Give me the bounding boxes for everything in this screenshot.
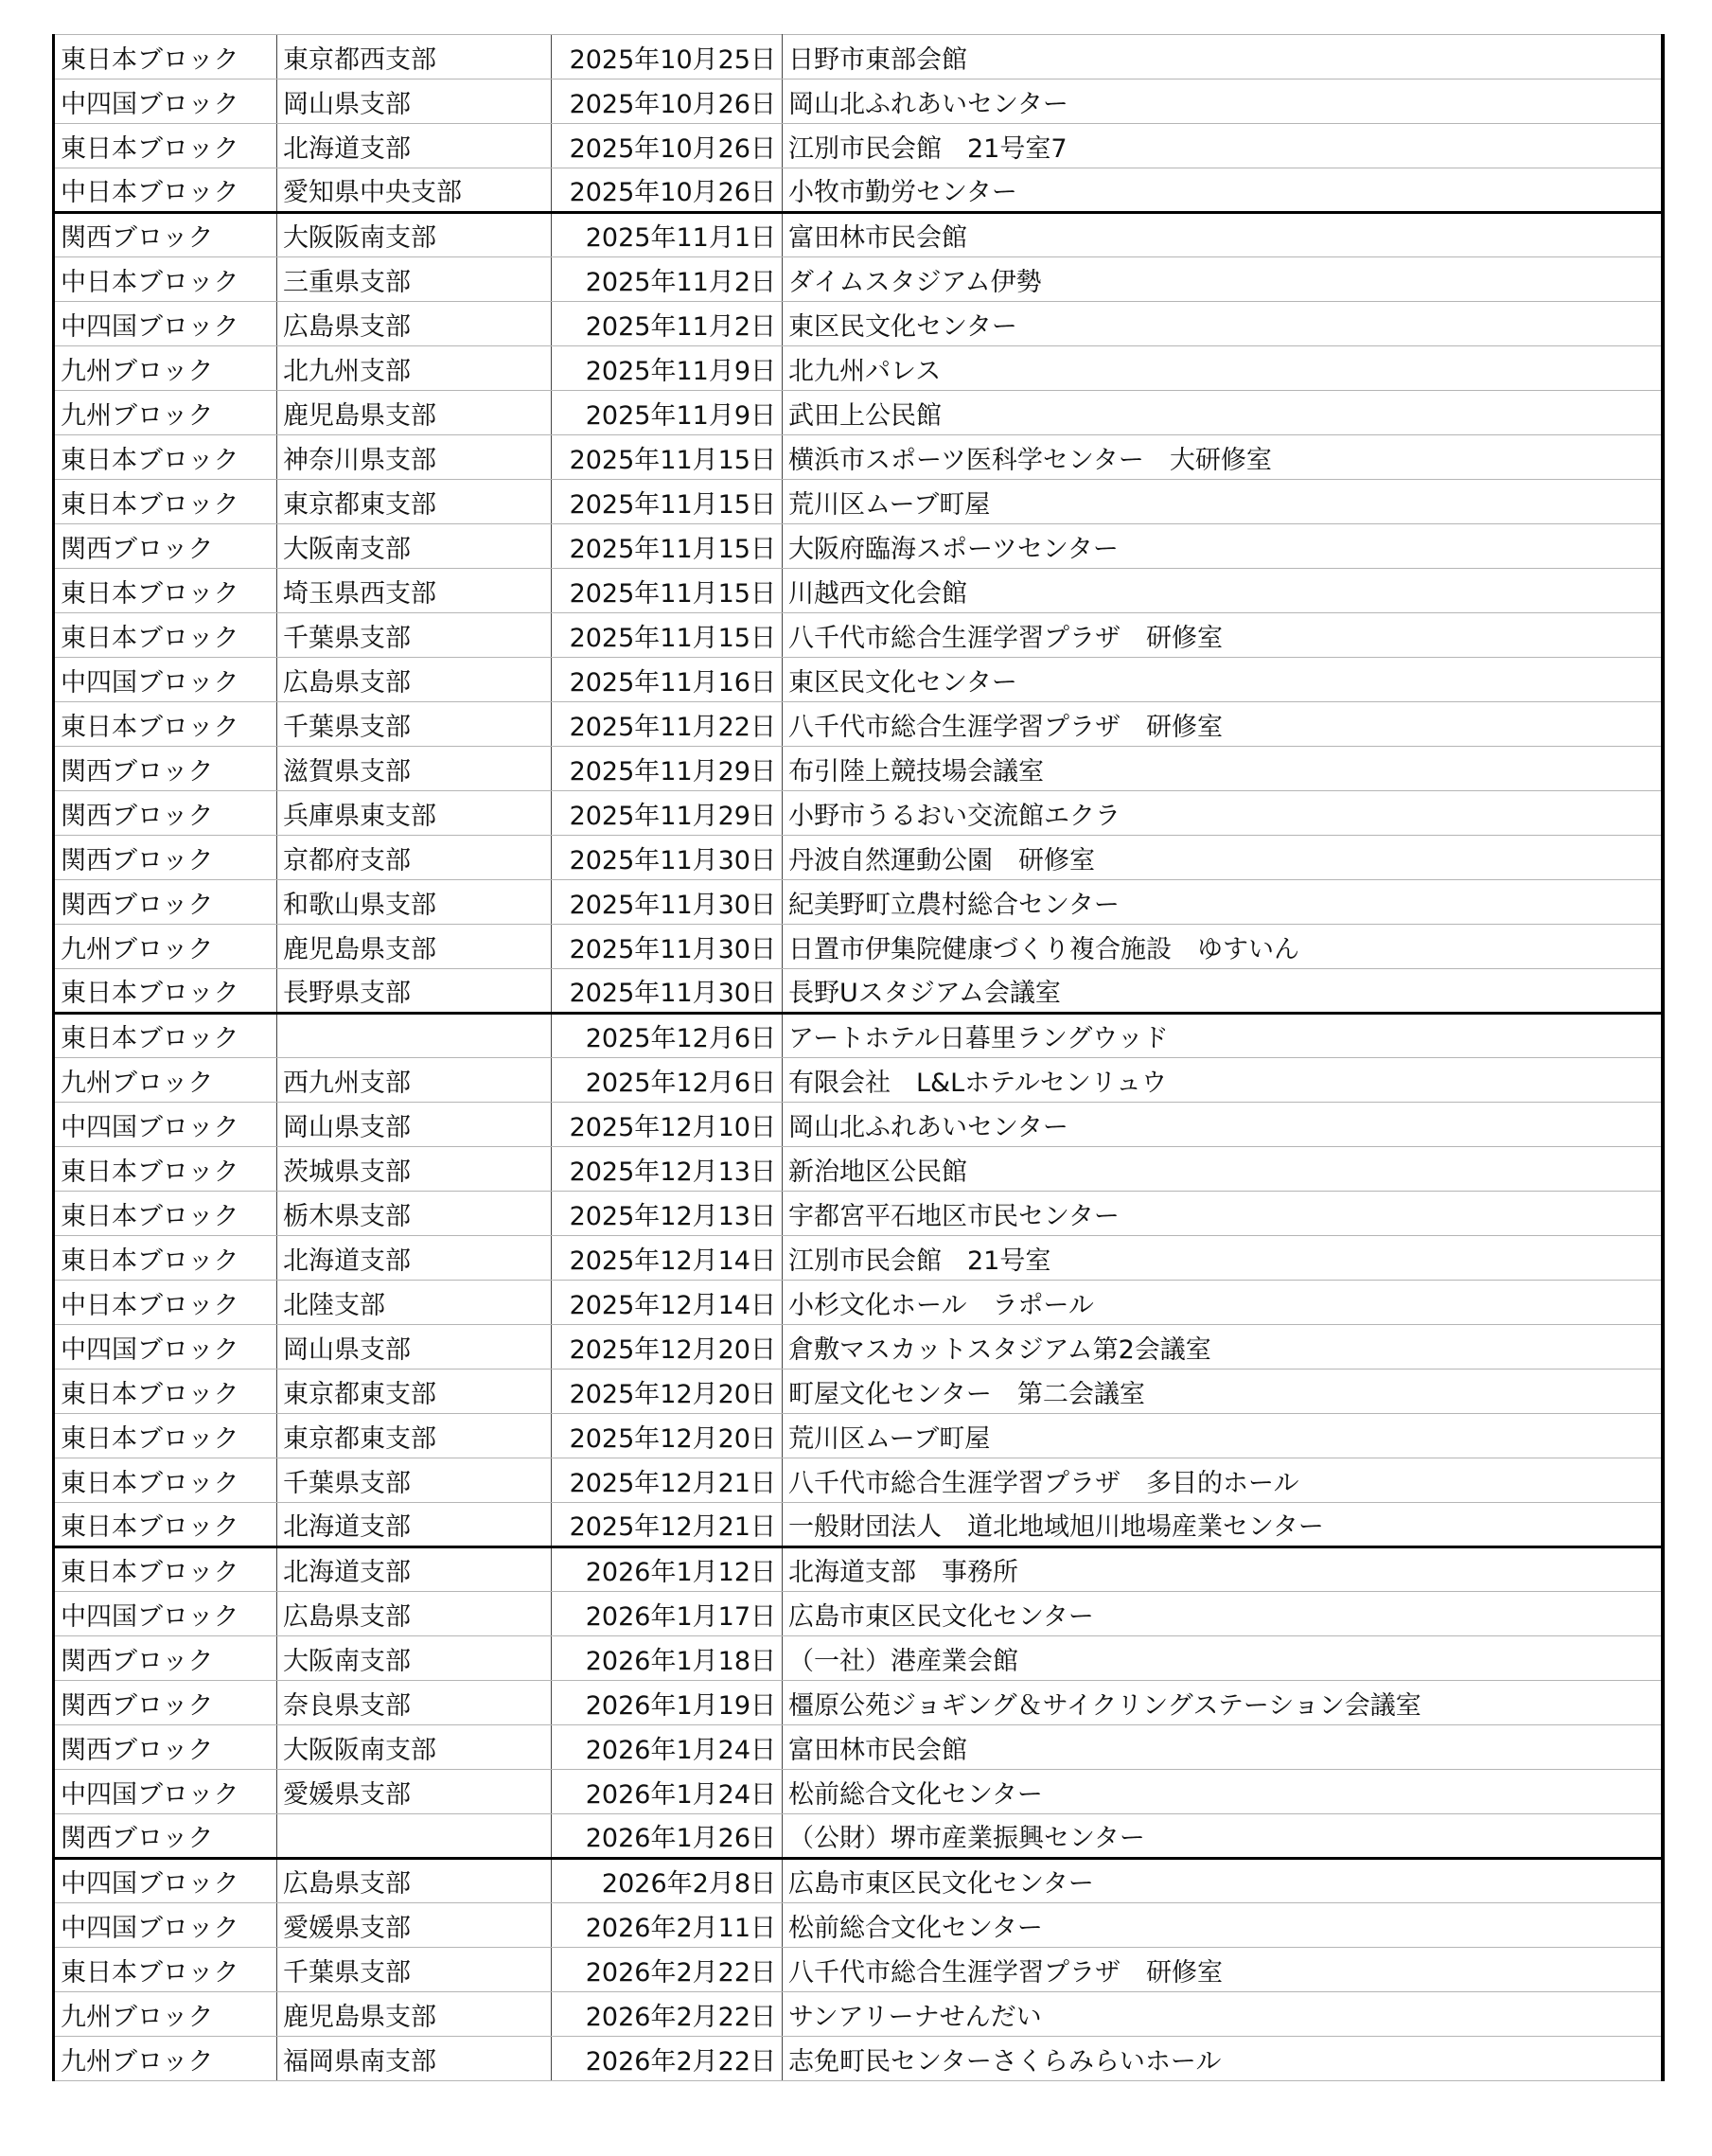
date-cell: 2025年12月13日	[552, 1147, 783, 1192]
date-cell: 2025年11月16日	[552, 658, 783, 702]
block-cell: 中日本ブロック	[54, 257, 277, 302]
table-row	[54, 1948, 1663, 1992]
block-cell: 中日本ブロック	[54, 168, 277, 213]
block-cell: 関西ブロック	[54, 747, 277, 791]
branch-cell: 栃木県支部	[277, 1192, 552, 1236]
branch-cell: 大阪阪南支部	[277, 1725, 552, 1770]
table-row	[54, 569, 1663, 613]
branch-cell: 岡山県支部	[277, 80, 552, 124]
branch-cell: 三重県支部	[277, 257, 552, 302]
venue-cell: 新治地区公民館	[783, 1147, 1663, 1192]
venue-cell: 八千代市総合生涯学習プラザ 研修室	[783, 702, 1663, 747]
branch-cell: 奈良県支部	[277, 1681, 552, 1725]
table-row	[54, 2037, 1663, 2081]
table-row	[54, 1236, 1663, 1281]
table-row	[54, 1325, 1663, 1370]
table-row	[54, 1103, 1663, 1147]
block-cell: 中四国ブロック	[54, 80, 277, 124]
date-cell: 2025年10月26日	[552, 168, 783, 213]
venue-cell: 北九州パレス	[783, 346, 1663, 391]
date-cell: 2025年11月15日	[552, 435, 783, 480]
venue-cell: 富田林市民会館	[783, 1725, 1663, 1770]
venue-cell: 広島市東区民文化センター	[783, 1592, 1663, 1636]
venue-cell: 東区民文化センター	[783, 658, 1663, 702]
venue-cell: 長野Uスタジアム会議室	[783, 969, 1663, 1014]
venue-cell: 武田上公民館	[783, 391, 1663, 435]
block-cell: 中四国ブロック	[54, 1903, 277, 1948]
branch-cell: 大阪南支部	[277, 524, 552, 569]
branch-cell: 京都府支部	[277, 836, 552, 880]
venue-cell: 小杉文化ホール ラポール	[783, 1281, 1663, 1325]
date-cell: 2025年12月21日	[552, 1458, 783, 1503]
branch-cell: 福岡県南支部	[277, 2037, 552, 2081]
date-cell: 2025年12月10日	[552, 1103, 783, 1147]
block-cell: 関西ブロック	[54, 1725, 277, 1770]
venue-cell: （公財）堺市産業振興センター	[783, 1814, 1663, 1859]
date-cell: 2025年11月29日	[552, 791, 783, 836]
branch-cell: 茨城県支部	[277, 1147, 552, 1192]
venue-cell: 荒川区ムーブ町屋	[783, 480, 1663, 524]
venue-cell: 八千代市総合生涯学習プラザ 研修室	[783, 1948, 1663, 1992]
table-row	[54, 702, 1663, 747]
table-row	[54, 1681, 1663, 1725]
branch-cell: 広島県支部	[277, 1859, 552, 1903]
venue-cell: 布引陸上競技場会議室	[783, 747, 1663, 791]
date-cell: 2025年11月9日	[552, 346, 783, 391]
date-cell: 2025年11月15日	[552, 480, 783, 524]
branch-cell: 東京都東支部	[277, 1370, 552, 1414]
date-cell: 2025年11月30日	[552, 836, 783, 880]
branch-cell: 大阪南支部	[277, 1636, 552, 1681]
date-cell: 2025年12月20日	[552, 1370, 783, 1414]
branch-cell: 長野県支部	[277, 969, 552, 1014]
date-cell: 2025年11月2日	[552, 257, 783, 302]
table-row	[54, 1592, 1663, 1636]
date-cell: 2026年2月22日	[552, 2037, 783, 2081]
date-cell: 2025年11月15日	[552, 569, 783, 613]
block-cell: 中日本ブロック	[54, 1281, 277, 1325]
table-row	[54, 791, 1663, 836]
block-cell: 関西ブロック	[54, 524, 277, 569]
date-cell: 2025年11月29日	[552, 747, 783, 791]
branch-cell: 愛媛県支部	[277, 1770, 552, 1814]
branch-cell: 北陸支部	[277, 1281, 552, 1325]
date-cell: 2025年12月6日	[552, 1014, 783, 1058]
date-cell: 2026年1月24日	[552, 1770, 783, 1814]
branch-cell	[277, 1014, 552, 1058]
venue-cell: 大阪府臨海スポーツセンター	[783, 524, 1663, 569]
date-cell: 2026年1月18日	[552, 1636, 783, 1681]
branch-cell: 北海道支部	[277, 1547, 552, 1592]
date-cell: 2025年11月30日	[552, 925, 783, 969]
date-cell: 2026年1月17日	[552, 1592, 783, 1636]
table-row	[54, 524, 1663, 569]
block-cell: 九州ブロック	[54, 391, 277, 435]
branch-cell: 鹿児島県支部	[277, 1992, 552, 2037]
block-cell: 東日本ブロック	[54, 124, 277, 168]
block-cell: 東日本ブロック	[54, 1503, 277, 1547]
block-cell: 九州ブロック	[54, 1992, 277, 2037]
block-cell: 九州ブロック	[54, 2037, 277, 2081]
block-cell: 東日本ブロック	[54, 613, 277, 658]
date-cell: 2025年12月20日	[552, 1414, 783, 1458]
date-cell: 2025年11月9日	[552, 391, 783, 435]
venue-cell: 荒川区ムーブ町屋	[783, 1414, 1663, 1458]
table-row	[54, 1903, 1663, 1948]
branch-cell: 神奈川県支部	[277, 435, 552, 480]
table-row	[54, 1370, 1663, 1414]
block-cell: 東日本ブロック	[54, 702, 277, 747]
date-cell: 2025年10月26日	[552, 80, 783, 124]
block-cell: 東日本ブロック	[54, 1014, 277, 1058]
block-cell: 中四国ブロック	[54, 302, 277, 346]
table-row	[54, 168, 1663, 213]
date-cell: 2025年11月30日	[552, 880, 783, 925]
branch-cell: 埼玉県西支部	[277, 569, 552, 613]
venue-cell: （一社）港産業会館	[783, 1636, 1663, 1681]
branch-cell: 千葉県支部	[277, 1458, 552, 1503]
table-row	[54, 1992, 1663, 2037]
date-cell: 2025年10月25日	[552, 35, 783, 80]
date-cell: 2026年1月24日	[552, 1725, 783, 1770]
table-row	[54, 613, 1663, 658]
table-row	[54, 80, 1663, 124]
branch-cell: 大阪阪南支部	[277, 213, 552, 257]
table-row	[54, 1147, 1663, 1192]
block-cell: 中四国ブロック	[54, 1770, 277, 1814]
venue-cell: 宇都宮平石地区市民センター	[783, 1192, 1663, 1236]
branch-cell: 東京都西支部	[277, 35, 552, 80]
table-row	[54, 480, 1663, 524]
venue-cell: 八千代市総合生涯学習プラザ 多目的ホール	[783, 1458, 1663, 1503]
venue-cell: 横浜市スポーツ医科学センター 大研修室	[783, 435, 1663, 480]
venue-cell: 松前総合文化センター	[783, 1770, 1663, 1814]
branch-cell	[277, 1814, 552, 1859]
table-row	[54, 391, 1663, 435]
table-row	[54, 836, 1663, 880]
branch-cell: 北海道支部	[277, 124, 552, 168]
branch-cell: 東京都東支部	[277, 1414, 552, 1458]
schedule-table	[52, 34, 1665, 2081]
venue-cell: 八千代市総合生涯学習プラザ 研修室	[783, 613, 1663, 658]
date-cell: 2026年2月8日	[552, 1859, 783, 1903]
branch-cell: 北九州支部	[277, 346, 552, 391]
date-cell: 2026年1月12日	[552, 1547, 783, 1592]
venue-cell: 江別市民会館 21号室	[783, 1236, 1663, 1281]
venue-cell: 一般財団法人 道北地域旭川地場産業センター	[783, 1503, 1663, 1547]
venue-cell: 志免町民センターさくらみらいホール	[783, 2037, 1663, 2081]
block-cell: 中四国ブロック	[54, 658, 277, 702]
branch-cell: 東京都東支部	[277, 480, 552, 524]
table-row	[54, 213, 1663, 257]
block-cell: 東日本ブロック	[54, 35, 277, 80]
branch-cell: 和歌山県支部	[277, 880, 552, 925]
venue-cell: 東区民文化センター	[783, 302, 1663, 346]
table-row	[54, 1725, 1663, 1770]
venue-cell: 日野市東部会館	[783, 35, 1663, 80]
venue-cell: 川越西文化会館	[783, 569, 1663, 613]
block-cell: 関西ブロック	[54, 1636, 277, 1681]
venue-cell: 日置市伊集院健康づくり複合施設 ゆすいん	[783, 925, 1663, 969]
date-cell: 2025年12月20日	[552, 1325, 783, 1370]
block-cell: 関西ブロック	[54, 1814, 277, 1859]
table-row	[54, 1859, 1663, 1903]
block-cell: 東日本ブロック	[54, 1147, 277, 1192]
block-cell: 中四国ブロック	[54, 1325, 277, 1370]
table-row	[54, 35, 1663, 80]
branch-cell: 愛知県中央支部	[277, 168, 552, 213]
block-cell: 中四国ブロック	[54, 1592, 277, 1636]
table-row	[54, 880, 1663, 925]
date-cell: 2025年11月2日	[552, 302, 783, 346]
table-row	[54, 1458, 1663, 1503]
block-cell: 東日本ブロック	[54, 1192, 277, 1236]
table-row	[54, 969, 1663, 1014]
table-row	[54, 1281, 1663, 1325]
date-cell: 2026年2月11日	[552, 1903, 783, 1948]
venue-cell: 小牧市勤労センター	[783, 168, 1663, 213]
block-cell: 関西ブロック	[54, 213, 277, 257]
venue-cell: 橿原公苑ジョギング＆サイクリングステーション会議室	[783, 1681, 1663, 1725]
block-cell: 東日本ブロック	[54, 1414, 277, 1458]
venue-cell: 富田林市民会館	[783, 213, 1663, 257]
date-cell: 2025年12月14日	[552, 1236, 783, 1281]
date-cell: 2025年11月22日	[552, 702, 783, 747]
table-row	[54, 925, 1663, 969]
branch-cell: 岡山県支部	[277, 1325, 552, 1370]
branch-cell: 広島県支部	[277, 658, 552, 702]
branch-cell: 滋賀県支部	[277, 747, 552, 791]
block-cell: 関西ブロック	[54, 836, 277, 880]
date-cell: 2025年11月15日	[552, 613, 783, 658]
block-cell: 関西ブロック	[54, 1681, 277, 1725]
date-cell: 2026年2月22日	[552, 1948, 783, 1992]
table-row	[54, 658, 1663, 702]
table-row	[54, 1636, 1663, 1681]
date-cell: 2026年1月26日	[552, 1814, 783, 1859]
branch-cell: 兵庫県東支部	[277, 791, 552, 836]
branch-cell: 千葉県支部	[277, 702, 552, 747]
block-cell: 東日本ブロック	[54, 435, 277, 480]
branch-cell: 鹿児島県支部	[277, 925, 552, 969]
block-cell: 関西ブロック	[54, 791, 277, 836]
venue-cell: 北海道支部 事務所	[783, 1547, 1663, 1592]
block-cell: 東日本ブロック	[54, 969, 277, 1014]
table-row	[54, 435, 1663, 480]
date-cell: 2026年1月19日	[552, 1681, 783, 1725]
table-row	[54, 1814, 1663, 1859]
table-row	[54, 124, 1663, 168]
branch-cell: 広島県支部	[277, 302, 552, 346]
date-cell: 2025年12月14日	[552, 1281, 783, 1325]
venue-cell: 紀美野町立農村総合センター	[783, 880, 1663, 925]
block-cell: 九州ブロック	[54, 1058, 277, 1103]
table-row	[54, 1770, 1663, 1814]
block-cell: 中四国ブロック	[54, 1859, 277, 1903]
block-cell: 関西ブロック	[54, 880, 277, 925]
block-cell: 九州ブロック	[54, 346, 277, 391]
branch-cell: 愛媛県支部	[277, 1903, 552, 1948]
date-cell: 2025年12月13日	[552, 1192, 783, 1236]
date-cell: 2025年11月15日	[552, 524, 783, 569]
branch-cell: 西九州支部	[277, 1058, 552, 1103]
venue-cell: 江別市民会館 21号室7	[783, 124, 1663, 168]
date-cell: 2026年2月22日	[552, 1992, 783, 2037]
table-row	[54, 346, 1663, 391]
venue-cell: 小野市うるおい交流館エクラ	[783, 791, 1663, 836]
date-cell: 2025年12月6日	[552, 1058, 783, 1103]
venue-cell: サンアリーナせんだい	[783, 1992, 1663, 2037]
venue-cell: ダイムスタジアム伊勢	[783, 257, 1663, 302]
block-cell: 東日本ブロック	[54, 569, 277, 613]
table-row	[54, 1503, 1663, 1547]
venue-cell: 丹波自然運動公園 研修室	[783, 836, 1663, 880]
block-cell: 東日本ブロック	[54, 480, 277, 524]
date-cell: 2025年11月30日	[552, 969, 783, 1014]
date-cell: 2025年11月1日	[552, 213, 783, 257]
table-row	[54, 1058, 1663, 1103]
block-cell: 九州ブロック	[54, 925, 277, 969]
table-row	[54, 747, 1663, 791]
venue-cell: 町屋文化センター 第二会議室	[783, 1370, 1663, 1414]
block-cell: 東日本ブロック	[54, 1236, 277, 1281]
date-cell: 2025年12月21日	[552, 1503, 783, 1547]
table-row	[54, 1014, 1663, 1058]
table-row	[54, 1414, 1663, 1458]
table-row	[54, 1547, 1663, 1592]
block-cell: 東日本ブロック	[54, 1547, 277, 1592]
date-cell: 2025年10月26日	[552, 124, 783, 168]
branch-cell: 北海道支部	[277, 1503, 552, 1547]
block-cell: 東日本ブロック	[54, 1370, 277, 1414]
venue-cell: 倉敷マスカットスタジアム第2会議室	[783, 1325, 1663, 1370]
table-row	[54, 257, 1663, 302]
venue-cell: 有限会社 L&Lホテルセンリュウ	[783, 1058, 1663, 1103]
table-row	[54, 302, 1663, 346]
branch-cell: 千葉県支部	[277, 613, 552, 658]
block-cell: 東日本ブロック	[54, 1948, 277, 1992]
branch-cell: 岡山県支部	[277, 1103, 552, 1147]
branch-cell: 北海道支部	[277, 1236, 552, 1281]
venue-cell: 岡山北ふれあいセンター	[783, 80, 1663, 124]
venue-cell: 岡山北ふれあいセンター	[783, 1103, 1663, 1147]
table-row	[54, 1192, 1663, 1236]
branch-cell: 千葉県支部	[277, 1948, 552, 1992]
schedule-table-body	[54, 35, 1663, 2081]
block-cell: 中四国ブロック	[54, 1103, 277, 1147]
venue-cell: アートホテル日暮里ラングウッド	[783, 1014, 1663, 1058]
branch-cell: 広島県支部	[277, 1592, 552, 1636]
venue-cell: 松前総合文化センター	[783, 1903, 1663, 1948]
branch-cell: 鹿児島県支部	[277, 391, 552, 435]
venue-cell: 広島市東区民文化センター	[783, 1859, 1663, 1903]
block-cell: 東日本ブロック	[54, 1458, 277, 1503]
